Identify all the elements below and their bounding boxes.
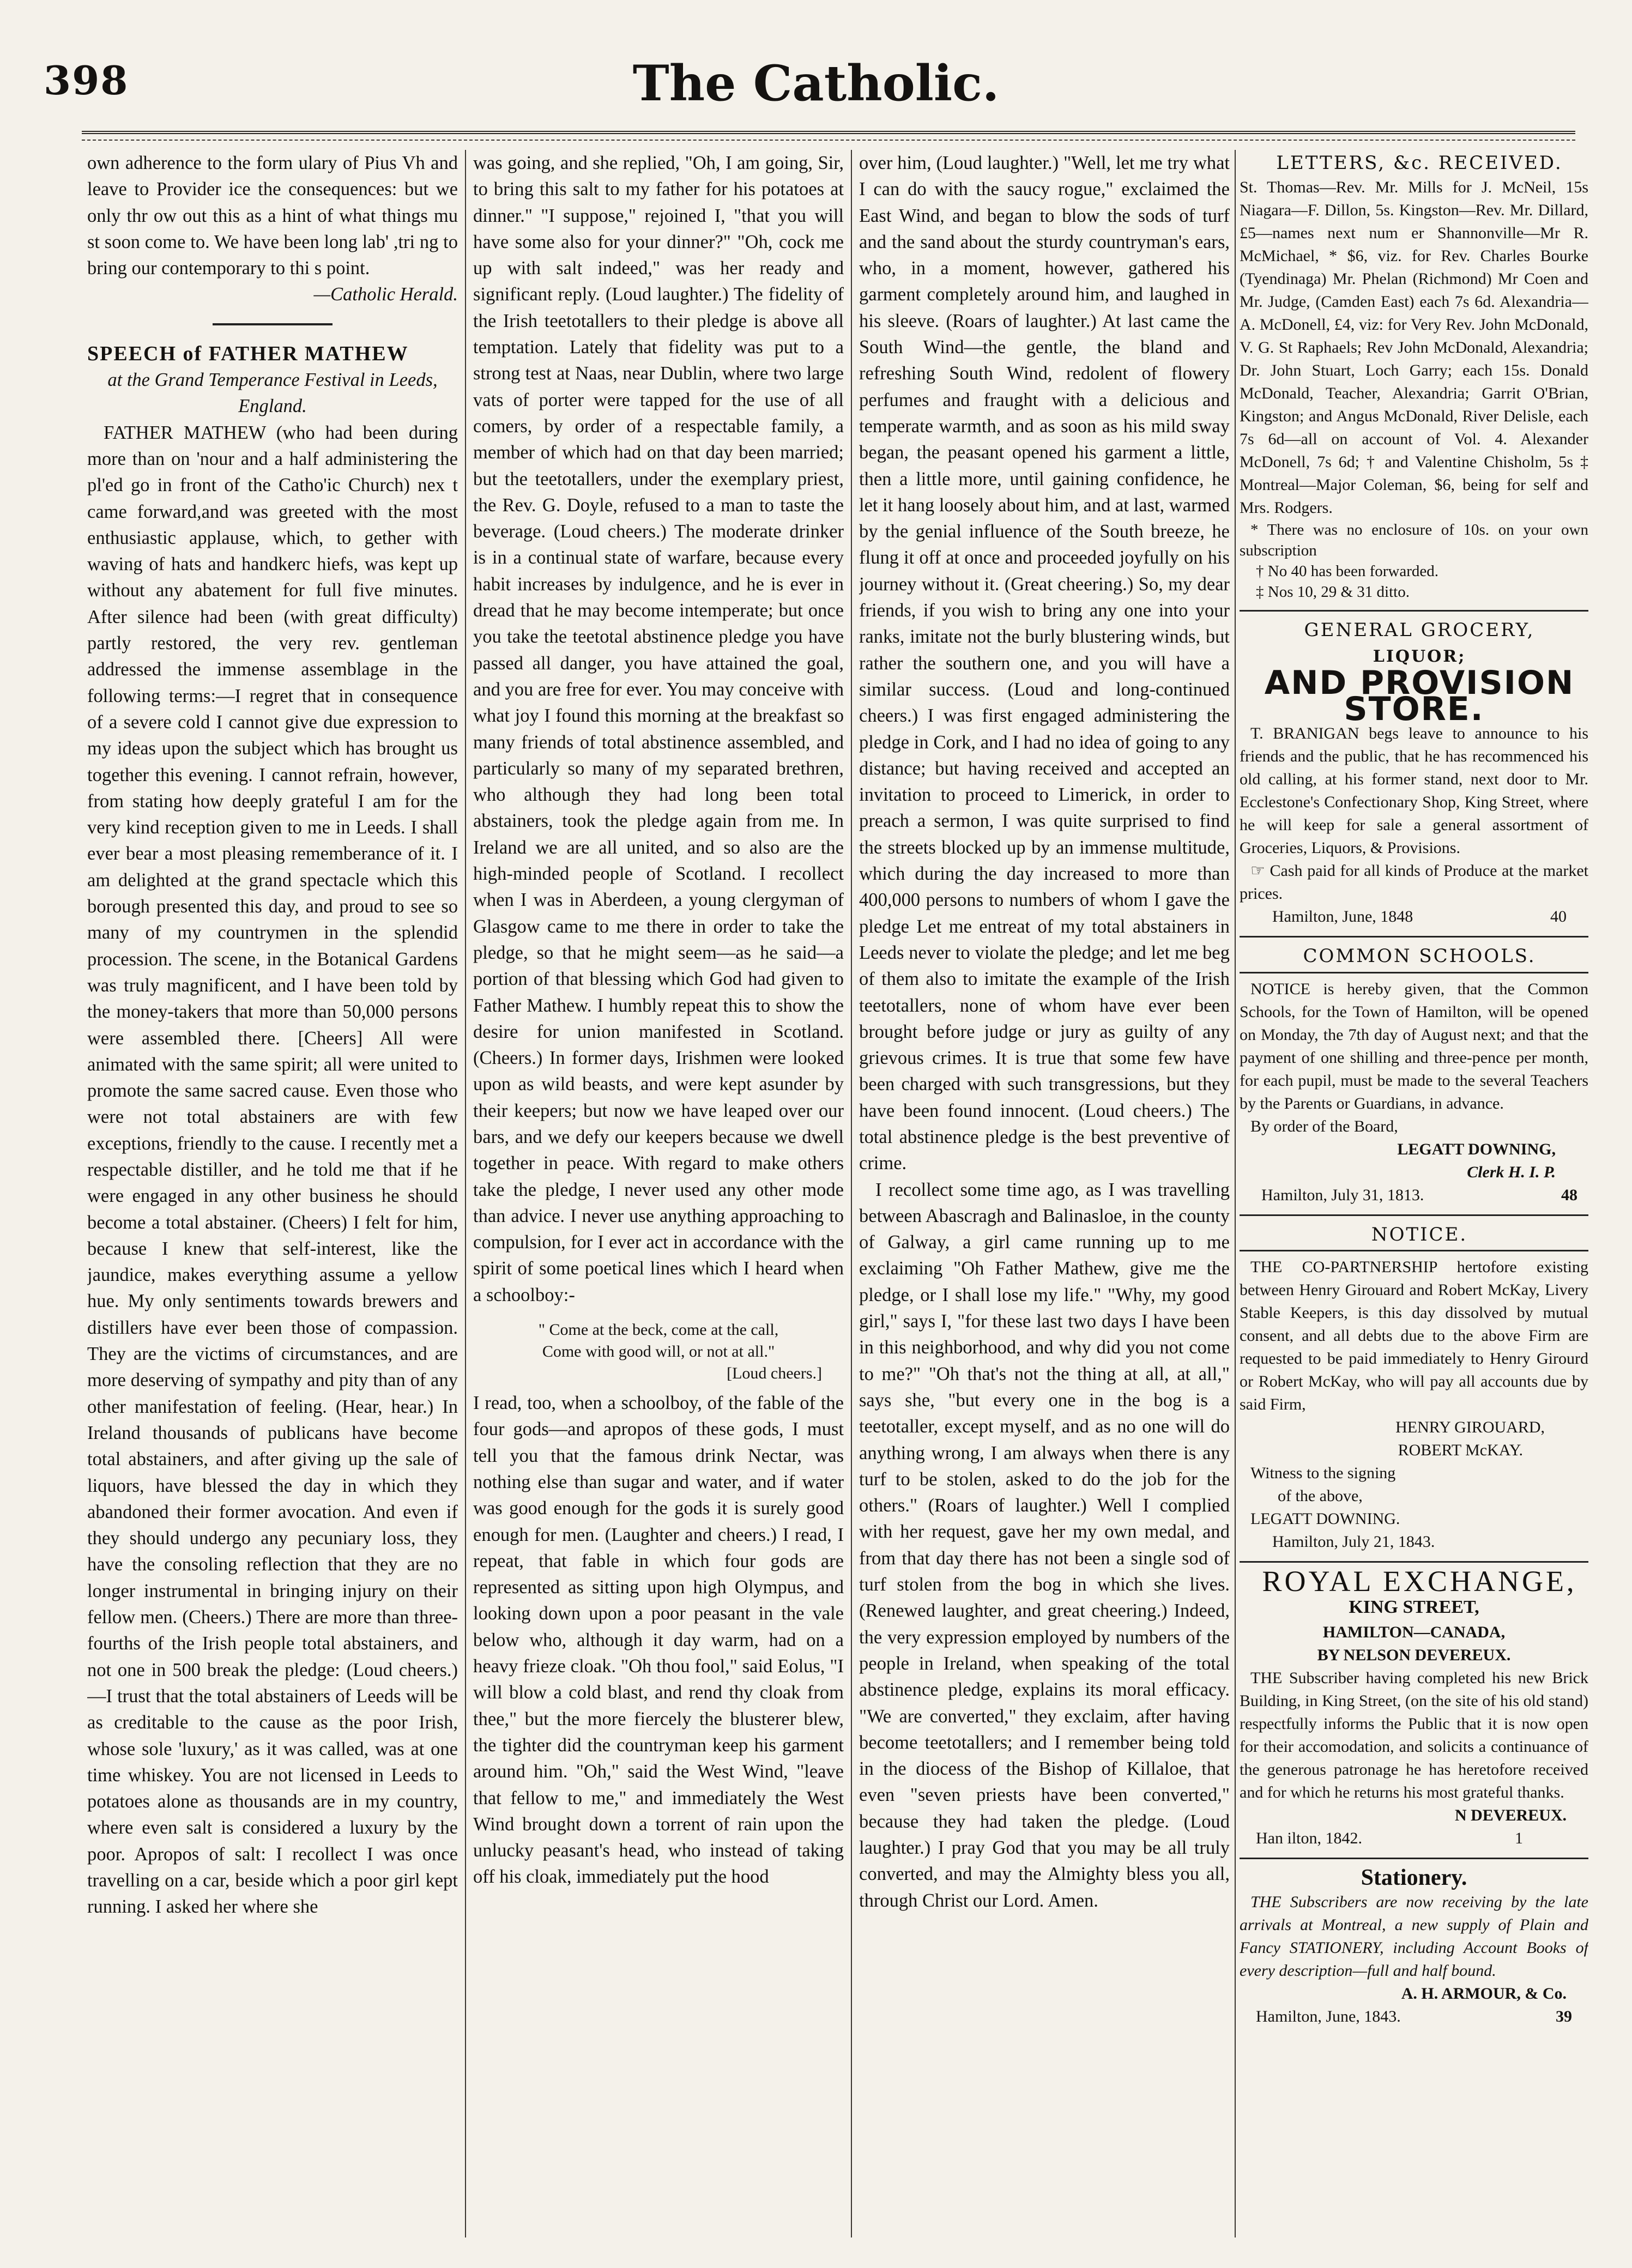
header-rule xyxy=(82,131,1575,134)
stationery-body: THE Subscribers are now receiving by the late arrivals at Montreal, a new supply of Plain and Fancy STATIONERY, including Account Books of every description—full and half bound. xyxy=(1240,1892,1588,1980)
poem-cheers: [Loud cheers.] xyxy=(727,1364,822,1383)
notice-witness xyxy=(1240,1462,1588,1553)
letters-received-heading: LETTERS, &c. RECEIVED. xyxy=(1276,152,1563,174)
notice-signatory: HENRY GIROUARD, xyxy=(1395,1418,1545,1437)
column-4-advertisements xyxy=(1240,150,1588,2248)
letters-received-list: St. Thomas—Rev. Mr. Mills for J. McNeil, 15s Niagara—F. Dillon, 5s. Kingston—Rev. Mr. Dillard, £5—names next num er Shannonville—Mr R. McMichael, * $6, viz. for Rev. Charles Bourke (Tyendinaga) Mr. Phelan (Richmond) Mr Coen and Mr. Judge, (Camden East) each 7s 6d. Alexandria—A. McDonell, £4, viz: for Very Rev. John McDonald, V. G. St Raphaels; Rev John McDonald, Alexandria; Dr. John Stuart, Loch Garry; each 15s. Donald McDonald, Teacher, Alexandria; Garrit O'Brian, Kingston; and Angus McDonald, River Delisle, each 7s 6d—all on account of Vol. 4. Alexander McDonell, 7s 6d; † and Valentine Chisholm, 5s ‡ Montreal—Major Coleman, $6, being for self and Mrs. Rodgers. xyxy=(1240,178,1588,517)
notice-heading: NOTICE. xyxy=(1371,1223,1468,1245)
speech-paragraph: over him, (Loud laughter.) "Well, let me try what I can do with the saucy rogue," exclaimed the East Wind, and began to blow the sods of turf and the sand about the sturdy countryman's ears, who, in a moment, however, gathered his garment completely around him, and laughed in his sleeve. (Roars of laughter.) At last came the South Wind—the gentle, the bland and refreshing South Wind, redolent of flowery perfumes and fraught with a delicious and temperate warmth, and as soon as his mild sway began, the peasant opened his garment a little, then a little more, until gaining confidence, he let it hang loosely about him, and at last, warmed by the genial influence of the South breeze, he flung it off at once and proceeded joyfully on his journey without it. (Great cheering.) So, my dear friends, if you wish to bring any one into your ranks, imitate not the burly blustering winds, but rather the southern one, and you will have a similar success. (Loud and long-continued cheers.) I was first engaged administering the pledge in Cork, and I had no idea of going to any distance; but having received and accepted an invitation to proceed to Limerick, in order to preach a sermon, I was quite surprised to find the streets blocked up by an immense multitude, which during the day increased to more than 400,000 persons to numbers of whom I gave the pledge Let me entreat of my total abstainers in Leeds never to violate the pledge; and let me beg of them also to imitate the example of the Irish teetotallers, none of whom have ever been brought before judge or jury as guilty of any grievous crimes. It is true that some few have been charged with such transgressions, but they have been found innocent. (Loud cheers.) The total abstinence pledge is the best preventive of crime. xyxy=(859,153,1230,1174)
schools-notice-heading: COMMON SCHOOLS. xyxy=(1303,945,1536,967)
notice-body: THE CO-PARTNERSHIP hertofore existing between Henry Girouard and Robert McKay, Livery Stable Keepers, is this day dissolved by mutual consent, and all debts due to the above Firm are requested to be paid immediately to Henry Girourd or Robert McKay, who will pay all accounts due by said Firm, xyxy=(1240,1258,1588,1414)
royal-exchange-street: KING STREET, xyxy=(1349,1597,1479,1618)
stationery-heading: Stationery. xyxy=(1361,1865,1467,1890)
royal-exchange-number: 1 xyxy=(1515,1829,1523,1847)
ad-separator xyxy=(1240,1858,1588,1859)
grocery-ad-footer xyxy=(1240,905,1588,928)
ad-separator xyxy=(1240,972,1588,973)
stationery-signature: A. H. ARMOUR, & Co. xyxy=(1401,1984,1567,2003)
letters-note: ‡ Nos 10, 29 & 31 ditto. xyxy=(1256,583,1410,601)
column-divider xyxy=(851,150,852,2237)
column-divider xyxy=(1235,150,1236,2237)
royal-exchange-footer xyxy=(1240,1827,1588,1850)
royal-exchange-heading: ROYAL EXCHANGE, xyxy=(1262,1565,1577,1598)
royal-exchange-date: Han ilton, 1842. xyxy=(1256,1829,1362,1847)
page-number: 398 xyxy=(44,57,129,104)
schools-notice-signatory: LEGATT DOWNING, xyxy=(1397,1140,1556,1158)
header-rule-dashed xyxy=(82,140,1575,141)
grocery-ad-number: 40 xyxy=(1550,908,1567,926)
schools-notice-number: 48 xyxy=(1561,1186,1577,1204)
article-separator xyxy=(213,323,333,325)
notice-signatory: ROBERT McKAY. xyxy=(1398,1441,1523,1460)
column-divider xyxy=(465,150,466,2237)
schools-notice-footer xyxy=(1240,1184,1588,1207)
newspaper-title: The Catholic. xyxy=(632,55,1000,112)
stationery-date: Hamilton, June, 1843. xyxy=(1256,2007,1401,2025)
schools-notice-order: By order of the Board, xyxy=(1250,1117,1398,1135)
ad-separator xyxy=(1240,1561,1588,1563)
column-3 xyxy=(859,150,1230,2248)
grocery-ad-title: AND PROVISION STORE. xyxy=(1264,663,1575,729)
schools-notice-date: Hamilton, July 31, 1813. xyxy=(1261,1186,1424,1204)
ad-separator xyxy=(1240,610,1588,612)
royal-exchange-city: HAMILTON—CANADA, xyxy=(1322,1623,1506,1641)
notice-witness-line: Witness to the signing xyxy=(1250,1464,1396,1483)
schools-notice-body: NOTICE is hereby given, that the Common Schools, for the Town of Hamilton, will be opened on Monday, the 7th day of August next; and that the payment of one shilling and three-pence per month, for each pupil, must be made to the several Teachers by the Parents or Guardians, in advance. xyxy=(1240,979,1588,1112)
speech-paragraph: FATHER MATHEW (who had been during more than on 'nour and a half administering the pl'ed go in front of the Catho'ic Church) nex t came forward,and was greeted with the most enthusiastic applause, which, to gether with waving of hats and handkerc hiefs, was kept up without any abatement for full five minutes. After silence had been (with great difficulty) partly restored, the very rev. gentleman addressed the immense assemblage in the following terms:—I regret that in consequence of a severe cold I cannot give due expression to my ideas upon the subject which has brought us together this evening. I cannot refrain, however, from stating how deeply grateful I am for the very kind reception given to me in Leeds. I shall ever bear a most pleasing rememberance of it. I am delighted at the grand spectacle which this borough presented this day, and proud to see so many of my countrymen in the splendid procession. The scene, in the Botanical Gardens was truly magnificent, and I have been told by the money-takers that more than 50,000 persons were assembled there. [Cheers] All were animated with the same spirit; all were united to promote the same sacred cause. Even those who were not total abstainers are with few exceptions, friendly to the cause. I recently met a respectable distiller, and he told me that if he were engaged in any other business he should become a total abstainer. (Cheers) I felt for him, because I knew that self-interest, like the jaundice, makes everything assume a yellow hue. My only sentiments towards brewers and distillers have ever been those of compassion. They are the victims of circumstances, and are more deserving of sympathy and pity than of any other manifestation of feeling. (Hear, hear.) In Ireland thousands of publicans have become total abstainers, and after giving up the sale of liquors, have blessed the day in which they abandoned their former avocation. And even if they should undergo any pecuniary loss, they have the consoling reflection that they are no longer instrumental in bringing injury on their fellow men. (Cheers.) There are more than three-fourths of the Irish people total abstainers, and not one in 500 break the pledge: (Loud cheers.)—I trust that the total abstainers of Leeds will be as creditable to the cause as the poor Irish, whose sole 'luxury,' as it was called, was at one time whiskey. You are not licensed in Leeds to potatoes alone as thousands are in my country, where even salt is considered a luxury by the poor. Apropos of salt: I recollect I was once travelling on a car, beside which a poor girl kept running. I asked her where she xyxy=(87,422,458,1918)
poem-line: Come with good will, or not at all." xyxy=(542,1342,775,1361)
ad-separator xyxy=(1240,1214,1588,1216)
speech-paragraph: I read, too, when a schoolboy, of the fable of the four gods—and apropos of these gods, I must tell you that the famous drink Nectar, was nothing else than sugar and water, and if water was good enough for the gods it is surely good enough for men. (Laughter and cheers.) I read, I repeat, that fable in which four gods are represented as sitting upon high Olympus, and looking down upon a poor peasant in the vale below who, although it day warm, had on a heavy frieze cloak. "Oh thou fool," said Eolus, "I will blow a cold blast, and rend thy cloak from thee," but the more fiercely the blusterer blew, the tighter did the countryman keep his garment around him. "Oh," said the West Wind, "leave that fellow to me," and immediately the West Wind brought down a torrent of rain upon the unlucky peasant's head, who instead of taking off his cloak, immediately put the hood xyxy=(473,1393,844,1888)
notice-witness-line: LEGATT DOWNING. xyxy=(1250,1510,1400,1528)
stationery-number: 39 xyxy=(1556,2007,1572,2025)
stationery-footer xyxy=(1240,2005,1588,2028)
grocery-ad-cash: ☞ Cash paid for all kinds of Produce at the market prices. xyxy=(1240,862,1588,903)
royal-exchange-signature: N DEVEREUX. xyxy=(1454,1806,1567,1824)
poem-quote xyxy=(473,1319,844,1384)
speech-subheadline: at the Grand Temperance Festival in Leeds, England. xyxy=(107,370,438,417)
article-source: —Catholic Herald. xyxy=(313,284,458,305)
ad-separator xyxy=(1240,1250,1588,1251)
letters-note: * There was no enclosure of 10s. on your own subscription xyxy=(1240,521,1588,560)
notice-date: Hamilton, July 21, 1843. xyxy=(1272,1533,1435,1551)
schools-notice-signatory-title: Clerk H. I. P. xyxy=(1467,1163,1556,1181)
speech-headline: SPEECH of FATHER MATHEW xyxy=(87,342,409,365)
speech-paragraph: I recollect some time ago, as I was travelling between Abascragh and Balinasloe, in the county of Galway, a girl came running up to me exclaiming "Oh Father Mathew, give me the pledge, or I shall lose my life." "Why, my good girl," says I, "for these last two days I have been in this neighborhood, and why did you not come to me?" "Oh that's not the thing at all, at all," says she, "but every one in the bog is a teetotaller, except myself, and as no one will do anything wrong, I am always when there is any turf to be stolen, asked to do the job for the others." (Roars of laughter.) Well I complied with her request, gave her my own medal, and from that day there has not been a single sod of turf stolen from the bog in which she lives. (Renewed laughter, and great cheering.) Indeed, the very expression employed by numbers of the people in Ireland, when speaking of the total abstinence pledge, explains its moral efficacy. "We are converted," they exclaim, after having become teetotallers; and I remember being told in the diocess of the Bishop of Killaloe, that even "seven priests have been converted," because they had taken the pledge. (Loud laughter.) I pray God that you may be all truly converted, and may the Almighty bless you all, through Christ our Lord. Amen. xyxy=(859,1179,1230,1911)
letters-note: † No 40 has been forwarded. xyxy=(1256,563,1439,580)
royal-exchange-body: THE Subscriber having completed his new Brick Building, in King Street, (on the site of his old stand) respectfully informs the Public that it is now open for their accomodation, and solicits a continuance of the generous patronage he has heretofore received and for which he returns his most grateful thanks. xyxy=(1240,1668,1588,1801)
royal-exchange-proprietor: BY NELSON DEVEREUX. xyxy=(1317,1646,1511,1664)
page-header xyxy=(0,0,1632,158)
article-intro-text: own adherence to the form ulary of Pius Vh and leave to Provider ice the consequences: but we only thr ow out this as a hint of what things mu st soon come to. We have been long lab' ,tri ng to bring our contemporary to thi s point. xyxy=(87,153,458,279)
grocery-ad-date: Hamilton, June, 1848 xyxy=(1272,908,1413,926)
column-1 xyxy=(87,150,458,2248)
grocery-ad-body: T. BRANIGAN begs leave to announce to his friends and the public, that he has recommenced his old calling, at his former stand, next door to Mr. Ecclestone's Confectionary Shop, King Street, where he will keep for sale a general assortment of Groceries, Liquors, & Provisions. xyxy=(1240,724,1588,857)
poem-line: " Come at the beck, come at the call, xyxy=(538,1321,779,1339)
grocery-ad-subheading: LIQUOR; xyxy=(1373,646,1466,666)
speech-paragraph: was going, and she replied, "Oh, I am going, Sir, to bring this salt to my father for his potatoes at dinner." "I suppose," rejoined I, "that you will have some also for your dinner?" "Oh, cock me up with salt indeed," was her ready and significant reply. (Loud laughter.) The fidelity of the Irish teetotallers to their pledge is above all temptation. Lately that fidelity was put to a strong test at Naas, near Dublin, where two large vats of porter were tapped for the use of all comers, by order of a respectable family, a member of which had on that day been married; but the teetotallers, under the exemplary priest, the Rev. G. Doyle, refused to a man to taste the beverage. (Loud cheers.) The moderate drinker is in a continual state of warfare, because every habit increases by indulgence, and he is ever in dread that he may become intemperate; but once you take the teetotal abstinence pledge you have passed all danger, you have attained the goal, and you are free for ever. You may conceive with what joy I found this morning at the breakfast so many friends of total abstinence assembled, and particularly so many of my separated brethren, who although they had long been total abstainers, took the pledge again from me. In Ireland we are all united, and so also are the high-minded people of Scotland. I recollect when I was in Aberdeen, a young clergyman of Glasgow came to me there in order to take the pledge, so that he might seem—as he said—a portion of that blessing which God had given to Father Mathew. I humbly repeat this to show the desire for union manifested in Scotland. (Cheers.) In former days, Irishmen were looked upon as wild beasts, and were kept asunder by their keepers; but now we have leaped over our bars, and we defy our keepers because we dwell together in peace. With regard to make others take the pledge, I never used any other mode than advice. I never use anything approaching to compulsion, for I ever act in accordance with the spirit of some poetical lines which I heard when a schoolboy:- xyxy=(473,153,844,1305)
column-2 xyxy=(473,150,844,2248)
grocery-ad-heading: GENERAL GROCERY, xyxy=(1304,619,1535,642)
notice-witness-line: of the above, xyxy=(1278,1487,1363,1505)
ad-separator xyxy=(1240,936,1588,938)
